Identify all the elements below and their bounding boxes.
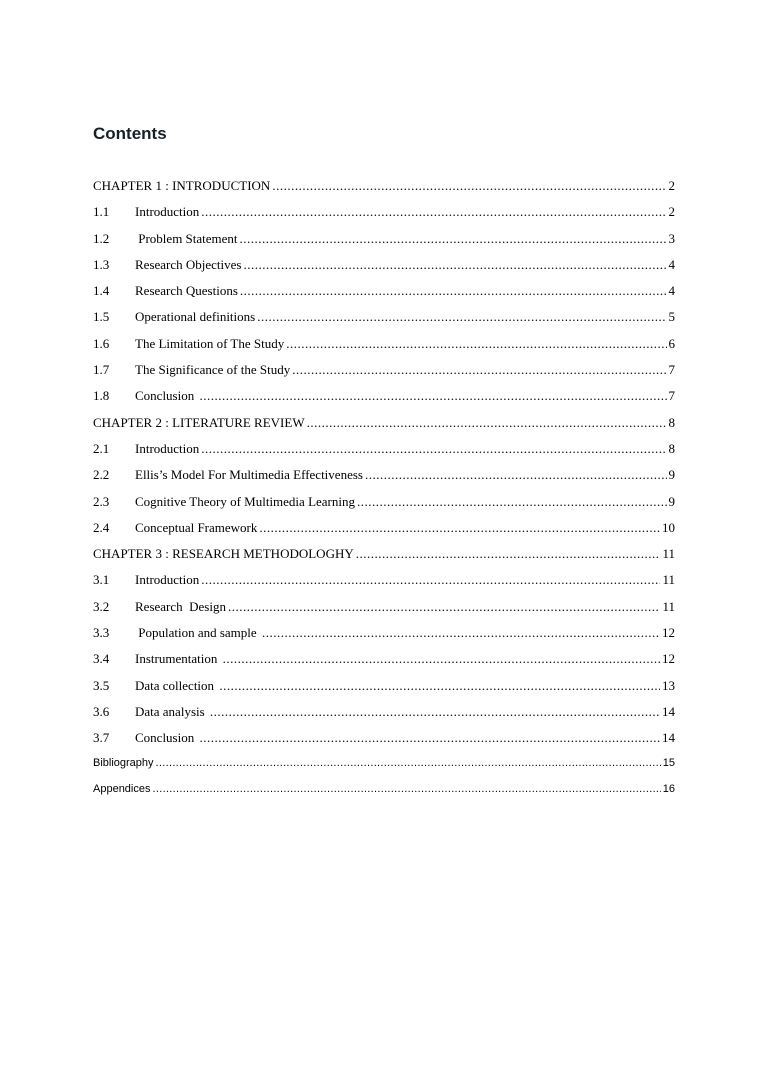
toc-entry-page-number: 3 — [668, 230, 675, 246]
toc-entry-page-number: 9 — [668, 493, 675, 509]
toc-entry-page-number: 2 — [668, 204, 675, 220]
toc-entry-number: 3.5 — [93, 677, 110, 693]
toc-entry[interactable] — [93, 231, 675, 257]
dot-leader — [262, 625, 660, 641]
toc-entry-number: 2.2 — [93, 467, 110, 483]
toc-entry[interactable] — [93, 494, 675, 520]
toc-entry-page-number: 4 — [668, 256, 675, 272]
toc-entry-number: 2.3 — [93, 493, 110, 509]
dot-leader — [292, 362, 666, 378]
toc-entry-label: Bibliography — [93, 756, 154, 769]
toc-entry-page-number: 11 — [662, 572, 675, 588]
toc-entry[interactable] — [93, 625, 675, 651]
toc-entry-number: 1.8 — [93, 388, 110, 404]
toc-entry[interactable] — [93, 730, 675, 756]
dot-leader — [259, 520, 660, 536]
dot-leader — [223, 651, 660, 667]
toc-entry-label: Conclusion — [135, 388, 198, 404]
toc-entry-page-number: 11 — [662, 598, 675, 614]
toc-entry-page-number: 5 — [668, 309, 675, 325]
toc-chapter-entry[interactable] — [93, 546, 675, 572]
toc-entry-label: Research Objectives — [135, 256, 242, 272]
toc-entry-label: CHAPTER 2 : LITERATURE REVIEW — [93, 414, 305, 430]
toc-entry-label: Appendices — [93, 782, 151, 795]
toc-entry-label: Introduction — [135, 440, 200, 456]
toc-entry-page-number: 4 — [668, 283, 675, 299]
toc-entry-number: 3.2 — [93, 598, 110, 614]
toc-entry-label: Conceptual Framework — [135, 519, 258, 535]
dot-leader — [365, 467, 667, 483]
toc-entry-page-number: 11 — [662, 546, 675, 562]
toc-entry-number: 3.4 — [93, 651, 110, 667]
toc-entry-page-number: 9 — [668, 467, 675, 483]
toc-entry[interactable] — [93, 467, 675, 493]
dot-leader — [257, 309, 666, 325]
toc-entry-page-number: 2 — [668, 178, 675, 193]
toc-entry-page-number: 14 — [662, 730, 675, 746]
toc-entry-number: 3.6 — [93, 703, 110, 719]
dot-leader — [356, 546, 661, 562]
toc-entry-page-number: 14 — [662, 703, 675, 719]
toc-entry-page-number: 6 — [668, 335, 675, 351]
toc-entry-number: 3.1 — [93, 572, 110, 588]
table-of-contents — [93, 178, 675, 809]
toc-entry-page-number: 12 — [662, 651, 675, 667]
toc-entry-page-number: 12 — [662, 625, 675, 641]
toc-entry-page-number: 8 — [668, 440, 675, 456]
toc-entry-label: Operational definitions — [135, 309, 256, 325]
dot-leader — [201, 204, 666, 220]
dot-leader — [201, 572, 660, 588]
toc-entry-page-number: 15 — [662, 756, 675, 769]
toc-entry-label: Introduction — [135, 204, 200, 220]
dot-leader — [219, 678, 660, 694]
dot-leader — [240, 283, 667, 299]
dot-leader — [210, 704, 660, 720]
toc-entry-label: Problem Statement — [135, 230, 238, 246]
toc-entry[interactable] — [93, 757, 675, 783]
toc-entry[interactable] — [93, 362, 675, 388]
toc-entry-label: Cognitive Theory of Multimedia Learning — [135, 493, 355, 509]
toc-entry-number: 2.4 — [93, 519, 110, 535]
contents-heading: Contents — [93, 124, 167, 143]
toc-entry[interactable] — [93, 572, 675, 598]
toc-entry-number: 1.3 — [93, 256, 110, 272]
dot-leader — [243, 257, 666, 273]
toc-entry[interactable] — [93, 678, 675, 704]
toc-entry-label: Research Design — [135, 598, 226, 614]
dot-leader — [153, 783, 661, 795]
toc-entry-number: 1.5 — [93, 309, 110, 325]
toc-entry-label: CHAPTER 3 : RESEARCH METHODOLOGHY — [93, 546, 354, 562]
toc-entry-page-number: 7 — [668, 362, 675, 378]
toc-chapter-entry[interactable] — [93, 178, 675, 204]
toc-entry[interactable] — [93, 336, 675, 362]
toc-entry-label: Instrumentation — [135, 651, 221, 667]
toc-entry-label: The Significance of the Study — [135, 362, 291, 378]
toc-entry[interactable] — [93, 283, 675, 309]
dot-leader — [228, 599, 661, 615]
toc-entry-label: Introduction — [135, 572, 200, 588]
dot-leader — [357, 494, 667, 510]
toc-entry[interactable] — [93, 309, 675, 335]
toc-entry[interactable] — [93, 520, 675, 546]
dot-leader — [199, 730, 660, 746]
toc-entry-number: 2.1 — [93, 440, 110, 456]
toc-entry-number: 1.1 — [93, 204, 110, 220]
toc-entry-page-number: 10 — [662, 519, 675, 535]
toc-entry[interactable] — [93, 783, 675, 809]
dot-leader — [156, 757, 661, 769]
toc-entry-page-number: 8 — [668, 414, 675, 430]
toc-entry[interactable] — [93, 257, 675, 283]
toc-entry-label: Data analysis — [135, 703, 208, 719]
dot-leader — [307, 415, 667, 431]
toc-entry[interactable] — [93, 388, 675, 414]
dot-leader — [286, 336, 666, 352]
toc-entry[interactable] — [93, 204, 675, 230]
toc-entry-page-number: 16 — [662, 782, 675, 795]
toc-entry-page-number: 13 — [662, 677, 675, 693]
toc-entry[interactable] — [93, 651, 675, 677]
toc-entry-label: Population and sample — [135, 625, 260, 641]
toc-entry-number: 1.6 — [93, 335, 110, 351]
toc-entry-number: 3.3 — [93, 625, 110, 641]
dot-leader — [199, 388, 666, 404]
toc-entry-number: 1.4 — [93, 283, 110, 299]
toc-entry-label: CHAPTER 1 : INTRODUCTION — [93, 178, 271, 193]
toc-entry[interactable] — [93, 704, 675, 730]
toc-chapter-entry[interactable] — [93, 415, 675, 441]
dot-leader — [201, 441, 666, 457]
toc-entry-page-number: 7 — [668, 388, 675, 404]
toc-entry-label: Research Questions — [135, 283, 238, 299]
toc-entry-label: The Limitation of The Study — [135, 335, 285, 351]
dot-leader — [240, 231, 667, 247]
toc-entry-label: Ellis’s Model For Multimedia Effectiveness — [135, 467, 363, 483]
toc-entry-number: 1.2 — [93, 230, 110, 246]
toc-entry-number: 1.7 — [93, 362, 110, 378]
toc-entry[interactable] — [93, 599, 675, 625]
toc-entry-label: Data collection — [135, 677, 218, 693]
dot-leader — [272, 178, 666, 194]
toc-entry[interactable] — [93, 441, 675, 467]
toc-entry-number: 3.7 — [93, 730, 110, 746]
toc-entry-label: Conclusion — [135, 730, 198, 746]
